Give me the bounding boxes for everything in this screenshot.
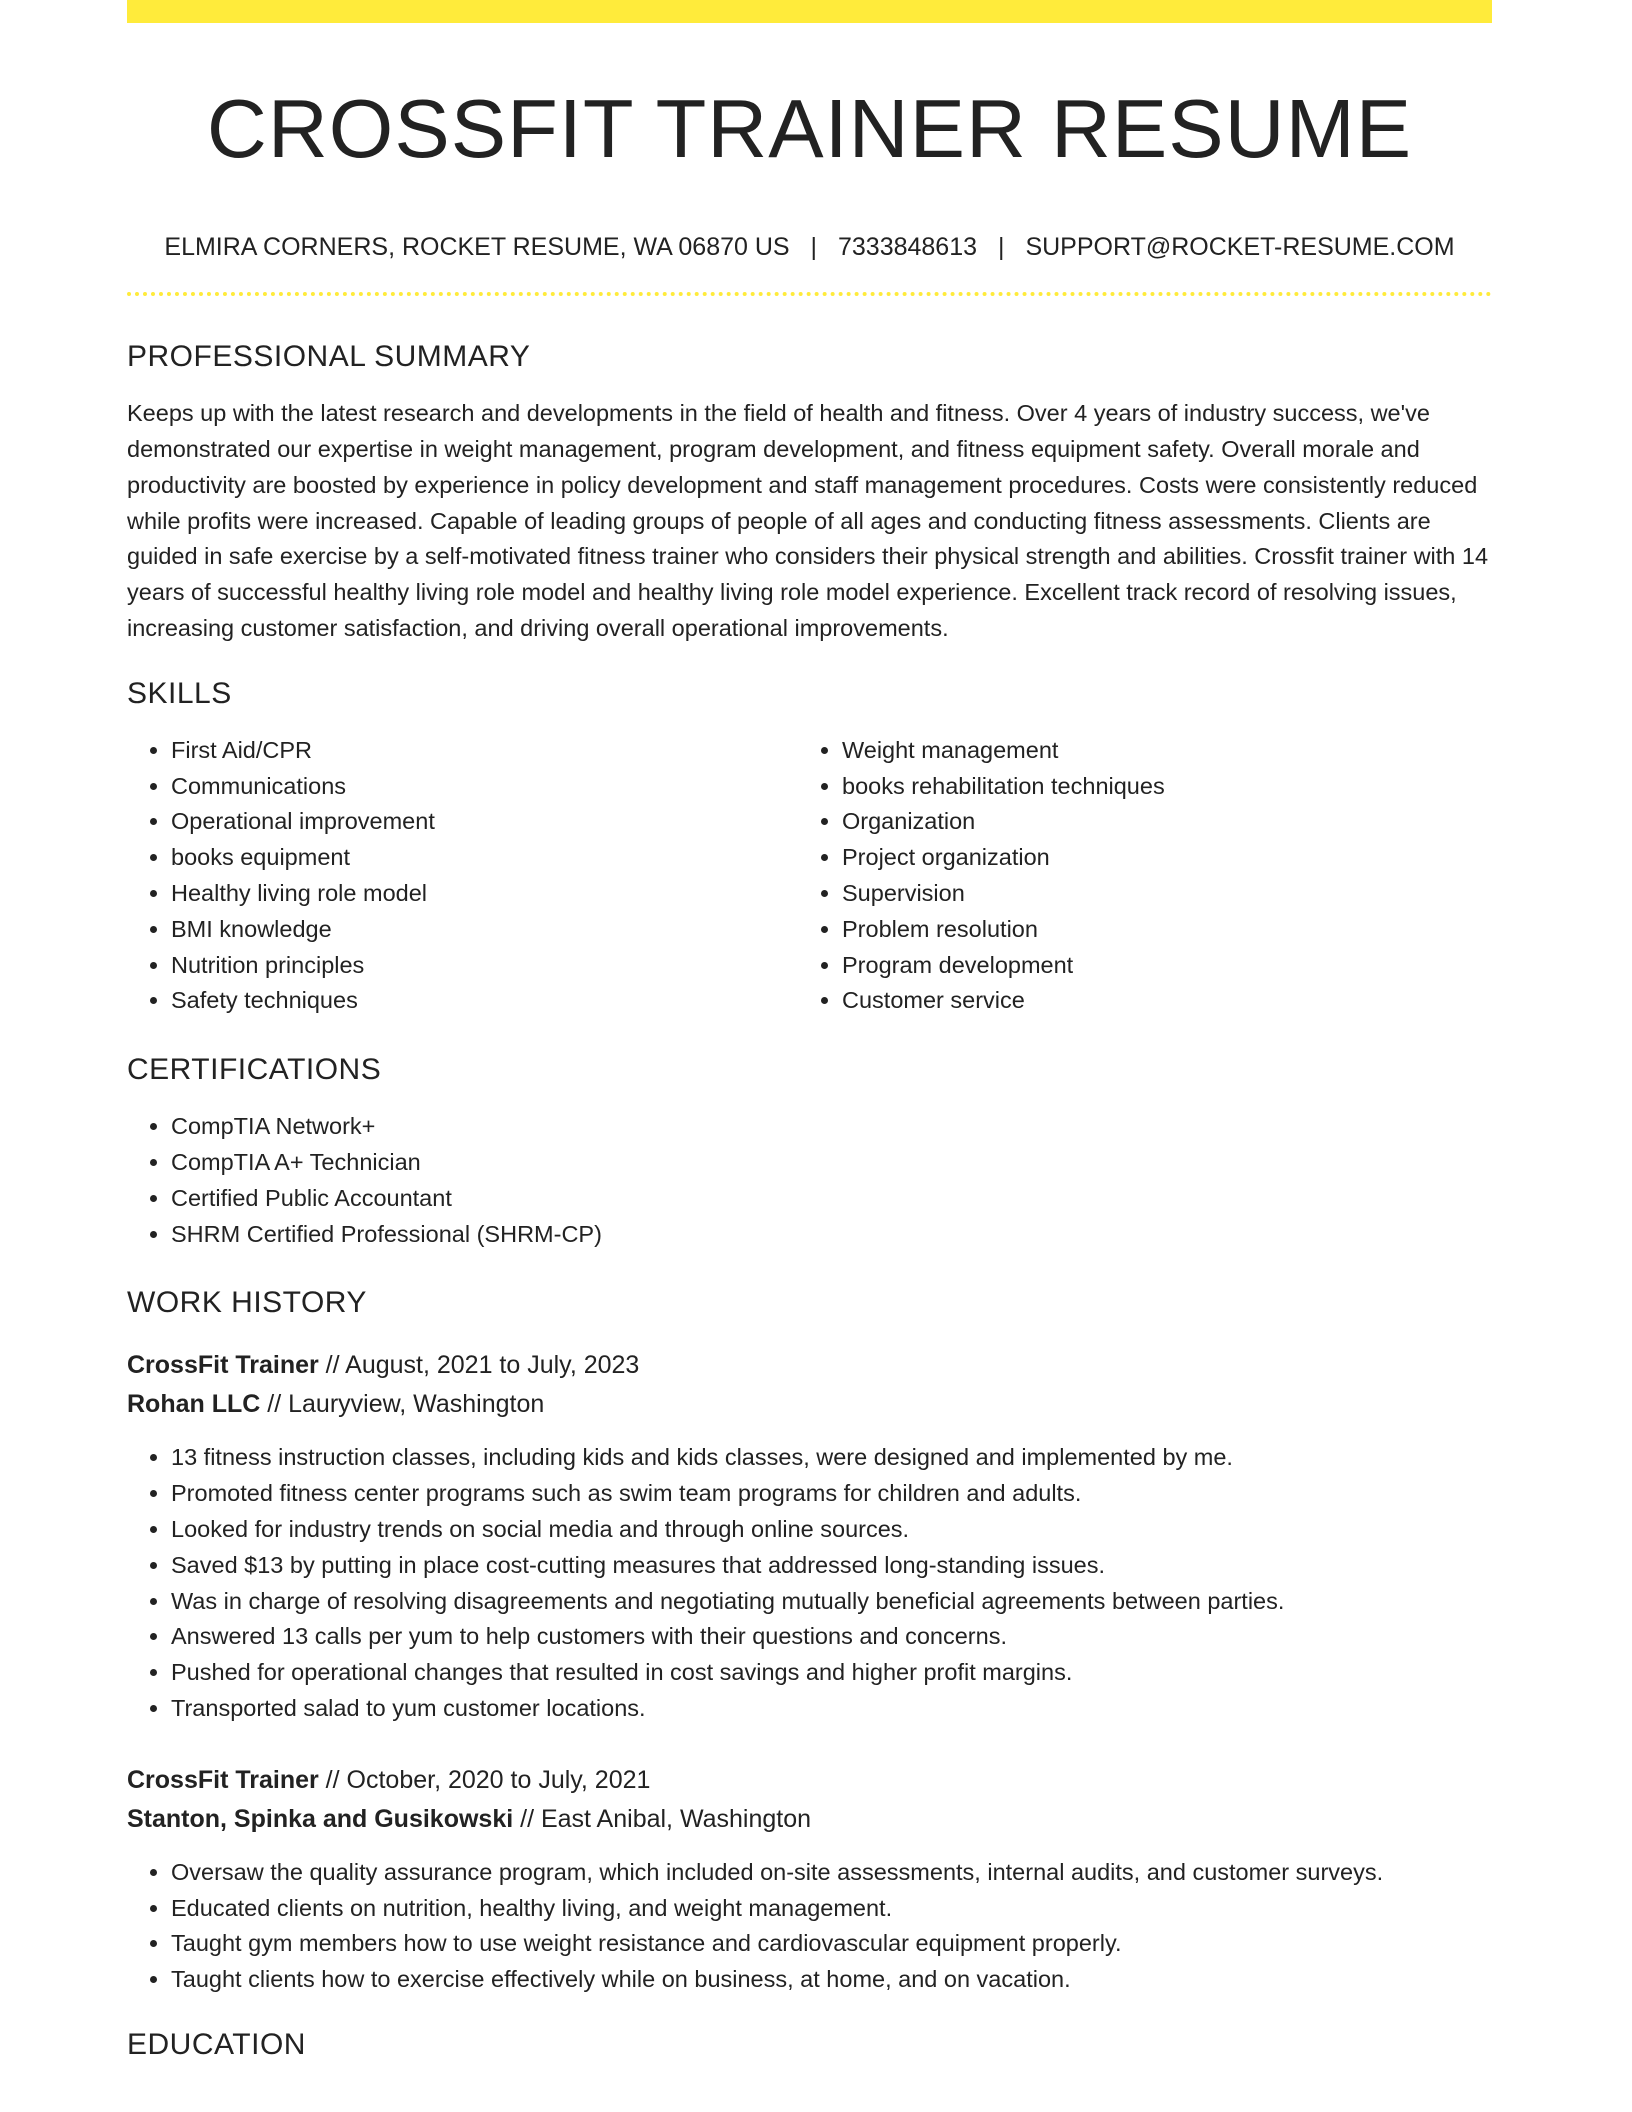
job-location: // Lauryview, Washington [260,1390,545,1419]
skills-list-right [798,733,1469,1019]
skill-item: • First Aid/CPR [171,733,798,769]
job-bullet: • Educated clients on nutrition, healthy living, and weight management. [171,1891,1492,1927]
job-company: Rohan LLC [127,1390,261,1419]
job-bullet: • Saved $13 by putting in place cost-cutting measures that addressed long-standing issues. [171,1548,1492,1584]
job-bullet: • Answered 13 calls per yum to help customers with their questions and concerns. [171,1619,1492,1655]
certifications-section [127,1053,1492,1252]
certifications-heading: CERTIFICATIONS [127,1053,382,1087]
job-bullets [127,1855,1492,1998]
job-dates: // October, 2020 to July, 2021 [318,1765,651,1794]
skill-item: • BMI knowledge [171,912,798,948]
job-bullet: • Oversaw the quality assurance program, which included on-site assessments, internal audits, and customer surveys. [171,1855,1492,1891]
certification-item: • SHRM Certified Professional (SHRM-CP) [171,1217,1492,1253]
job-bullet: • Promoted fitness center programs such as swim team programs for children and adults. [171,1476,1492,1512]
certification-item: • CompTIA A+ Technician [171,1145,1492,1181]
job-entry [127,1346,1492,1726]
top-accent-bar [127,0,1492,23]
job-bullet: • Was in charge of resolving disagreements and negotiating mutually beneficial agreements between parties. [171,1584,1492,1620]
skill-item: • Operational improvement [171,804,798,840]
skill-item: • Communications [171,769,798,805]
contact-phone: 7333848613 [837,233,978,262]
skill-item: • Program development [842,948,1469,984]
skills-list-left [127,733,798,1019]
contact-line [127,232,1492,262]
summary-text: Keeps up with the latest research and developments in the field of health and fitness. Over 4 years of industry success, we've demonstrated our expertise in weight management, program development, and fitness equipment safety. Overall morale and productivity are boosted by experience in policy development and staff management procedures. Costs were consistently reduced while profits were increased. Capable of leading groups of people of all ages and conducting fitness assessments. Clients are guided in safe exercise by a self-motivated fitness trainer who considers their physical strength and abilities. Crossfit trainer with 14 years of successful healthy living role model and healthy living role model experience. Excellent track record of resolving issues, increasing customer satisfaction, and driving overall operational improvements. [127,400,1489,642]
job-company-line [127,1800,1492,1839]
summary-section [127,340,1492,647]
job-company-line [127,1385,1492,1424]
skill-item: • Nutrition principles [171,948,798,984]
education-section [127,2028,1492,2062]
job-dates: // August, 2021 to July, 2023 [318,1351,640,1380]
skill-item: • Supervision [842,876,1469,912]
job-title-line [127,1761,1492,1800]
job-bullet: • Transported salad to yum customer locations. [171,1691,1492,1727]
skills-section [127,677,1492,1019]
job-title: CrossFit Trainer [127,1765,319,1794]
skill-item: • books equipment [171,840,798,876]
contact-address: ELMIRA CORNERS, ROCKET RESUME, WA 06870 US [164,233,790,262]
education-heading: EDUCATION [127,2028,306,2061]
skill-item: • Organization [842,804,1469,840]
skill-item: • Customer service [842,983,1469,1019]
certification-item: • Certified Public Accountant [171,1181,1492,1217]
skill-item: • Project organization [842,840,1469,876]
job-bullet: • Taught gym members how to use weight resistance and cardiovascular equipment properly. [171,1926,1492,1962]
job-bullet: • Looked for industry trends on social media and through online sources. [171,1512,1492,1548]
job-bullet: • Pushed for operational changes that resulted in cost savings and higher profit margins. [171,1655,1492,1691]
work-history-section [127,1286,1492,1998]
contact-email: SUPPORT@ROCKET-RESUME.COM [1025,233,1455,262]
job-bullet: • Taught clients how to exercise effectively while on business, at home, and on vacation. [171,1962,1492,1998]
summary-heading: PROFESSIONAL SUMMARY [127,340,531,374]
certifications-list [127,1109,1492,1252]
job-entry [127,1761,1492,1998]
skills-grid [127,711,1492,1019]
contact-separator: | [810,233,818,262]
skills-heading: SKILLS [127,676,232,710]
dotted-divider [127,292,1492,296]
skill-item: • Healthy living role model [171,876,798,912]
skill-item: • books rehabilitation techniques [842,769,1469,805]
job-bullet: • 13 fitness instruction classes, including kids and kids classes, were designed and implemented by me. [171,1440,1492,1476]
job-title-line [127,1346,1492,1385]
job-title: CrossFit Trainer [127,1351,319,1380]
contact-separator: | [997,233,1005,262]
skill-item: • Problem resolution [842,912,1469,948]
certification-item: • CompTIA Network+ [171,1109,1492,1145]
resume-page [127,0,1492,2062]
resume-title: CROSSFIT TRAINER RESUME [206,82,1413,175]
job-location: // East Anibal, Washington [513,1804,812,1833]
skill-item: • Weight management [842,733,1469,769]
job-bullets [127,1440,1492,1726]
job-company: Stanton, Spinka and Gusikowski [127,1804,514,1833]
skill-item: • Safety techniques [171,983,798,1019]
work-history-heading: WORK HISTORY [127,1286,367,1320]
